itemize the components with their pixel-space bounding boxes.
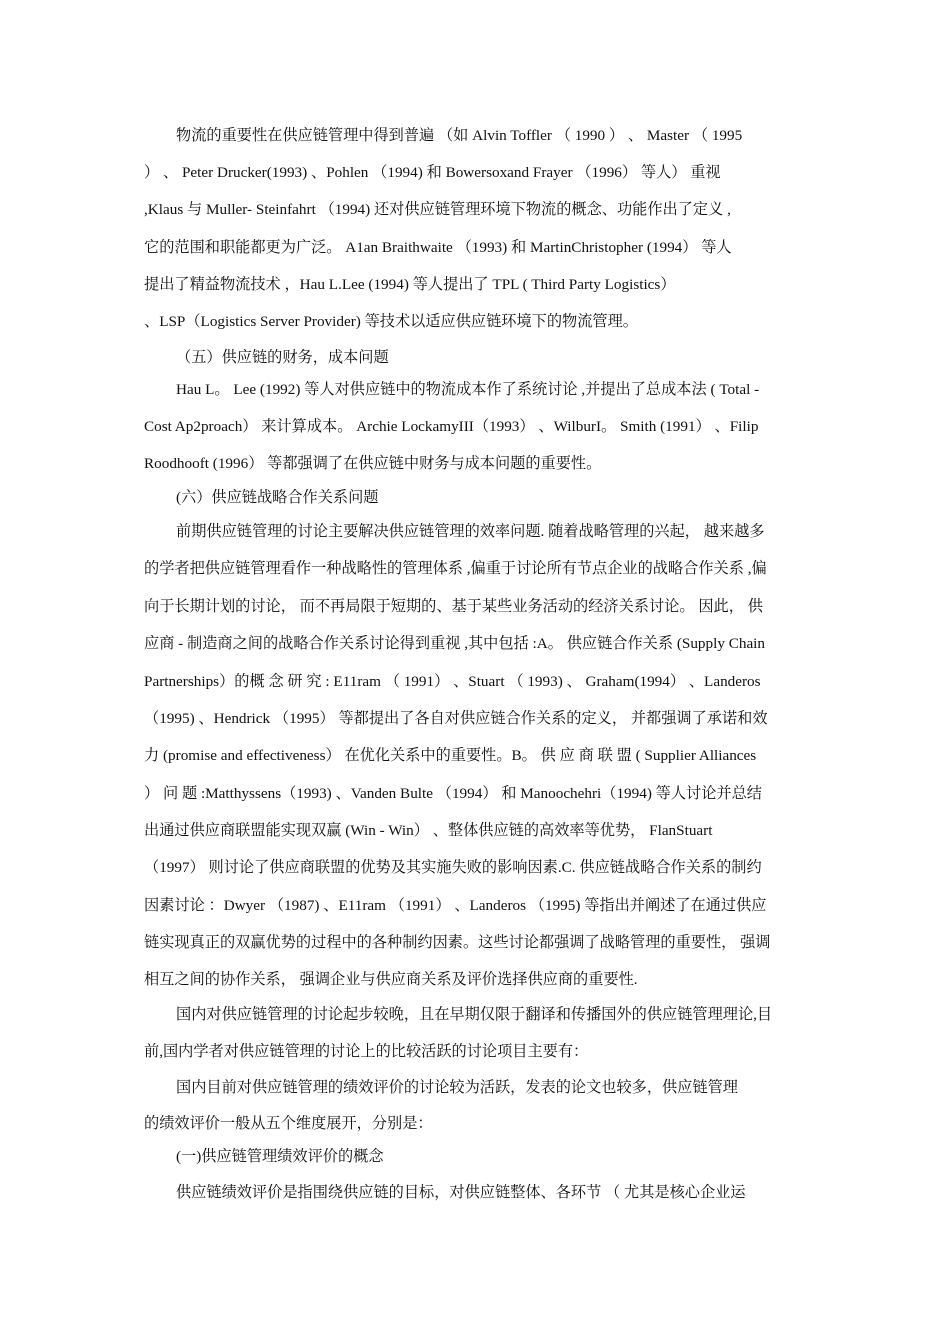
paragraph-line: Cost Ap2proach） 来计算成本。 Archie LockamyIII（1993） 、WilburI。 Smith (1991） 、Filip [144,418,759,435]
paragraph-line: 国内目前对供应链管理的绩效评价的讨论较为活跃，发表的论文也较多，供应链管理 [176,1079,738,1096]
paragraph-line: Partnerships）的概 念 研 究 : E11ram （ 1991） 、Stuart （ 1993) 、 Graham(1994） 、Landeros [144,673,761,690]
paragraph-line: （1997） 则讨论了供应商联盟的优势及其实施失败的影响因素.C. 供应链战略合作关系的制约 [144,859,762,876]
paragraph-line: 前,国内学者对供应链管理的讨论上的比较活跃的讨论项目主要有： [144,1043,589,1060]
paragraph-line: 力 (promise and effectiveness） 在优化关系中的重要性。B。 供 应 商 联 盟 ( Supplier Alliances [144,747,757,764]
paragraph-line: ,Klaus 与 Muller- Steinfahrt （1994) 还对供应链管理环境下物流的概念、功能作出了定义 , [144,201,731,218]
paragraph-line: 国内对供应链管理的讨论起步较晚，且在早期仅限于翻译和传播国外的供应链管理理论,目 [176,1006,773,1023]
section-heading: （五）供应链的财务，成本问题 [176,349,389,366]
paragraph-line: 、LSP（Logistics Server Provider) 等技术以适应供应链环境下的物流管理。 [144,313,638,330]
paragraph-line: 向于长期计划的讨论， 而不再局限于短期的、基于某些业务活动的经济关系讨论。 因此， 供 [144,598,763,615]
paragraph-line: 的学者把供应链管理看作一种战略性的管理体系 ,偏重于讨论所有节点企业的战略合作关系 ,偏 [144,560,767,577]
paragraph-line: 提出了精益物流技术 ，Hau L.Lee (1994) 等人提出了 TPL ( Third Party Logistics） [144,276,676,293]
paragraph-line: ） 问 题 :Matthyssens（1993) 、Vanden Bulte （1994） 和 Manoochehri（1994) 等人讨论并总结 [144,785,762,802]
paragraph-line: 链实现真正的双赢优势的过程中的各种制约因素。这些讨论都强调了战略管理的重要性， 强调 [144,934,771,951]
paragraph-line: 前期供应链管理的讨论主要解决供应链管理的效率问题. 随着战略管理的兴起， 越来越多 [176,523,765,540]
paragraph-line: ） 、 Peter Drucker(1993) 、Pohlen （1994) 和 Bowersoxand Frayer （1996） 等人） 重视 [144,164,721,181]
paragraph-line: （1995) 、Hendrick （1995） 等都提出了各自对供应链合作关系的定义， 并都强调了承诺和效 [144,710,768,727]
paragraph-line: 物流的重要性在供应链管理中得到普遍 （如 Alvin Toffler （ 1990 ） 、 Master （ 1995 [176,127,743,144]
paragraph-line: 的绩效评价一般从五个维度展开，分别是： [144,1115,433,1132]
paragraph-line: 它的范围和职能都更为广泛。 A1an Braithwaite （1993) 和 MartinChristopher (1994） 等人 [144,239,732,256]
paragraph-line: 因素讨论 ：Dwyer （1987) 、E11ram （1991） 、Landeros （1995) 等指出并阐述了在通过供应 [144,897,767,914]
section-heading: (六）供应链战略合作关系问题 [176,489,379,506]
paragraph-line: Roodhooft (1996） 等都强调了在供应链中财务与成本问题的重要性。 [144,455,602,472]
paragraph-line: 出通过供应商联盟能实现双赢 (Win - Win） 、整体供应链的高效率等优势， FlanStuart [144,822,713,839]
paragraph-line: 相互之间的协作关系， 强调企业与供应商关系及评价选择供应商的重要性. [144,971,638,988]
paragraph-line: 供应链绩效评价是指围绕供应链的目标，对供应链整体、各环节 （ 尤其是核心企业运 [176,1184,746,1201]
section-heading: (一)供应链管理绩效评价的概念 [176,1148,384,1165]
paragraph-line: 应商 - 制造商之间的战略合作关系讨论得到重视 ,其中包括 :A。 供应链合作关系 (Supply Chain [144,635,765,652]
paragraph-line: Hau L。 Lee (1992) 等人对供应链中的物流成本作了系统讨论 ,并提出了总成本法 ( Total - [176,381,760,398]
